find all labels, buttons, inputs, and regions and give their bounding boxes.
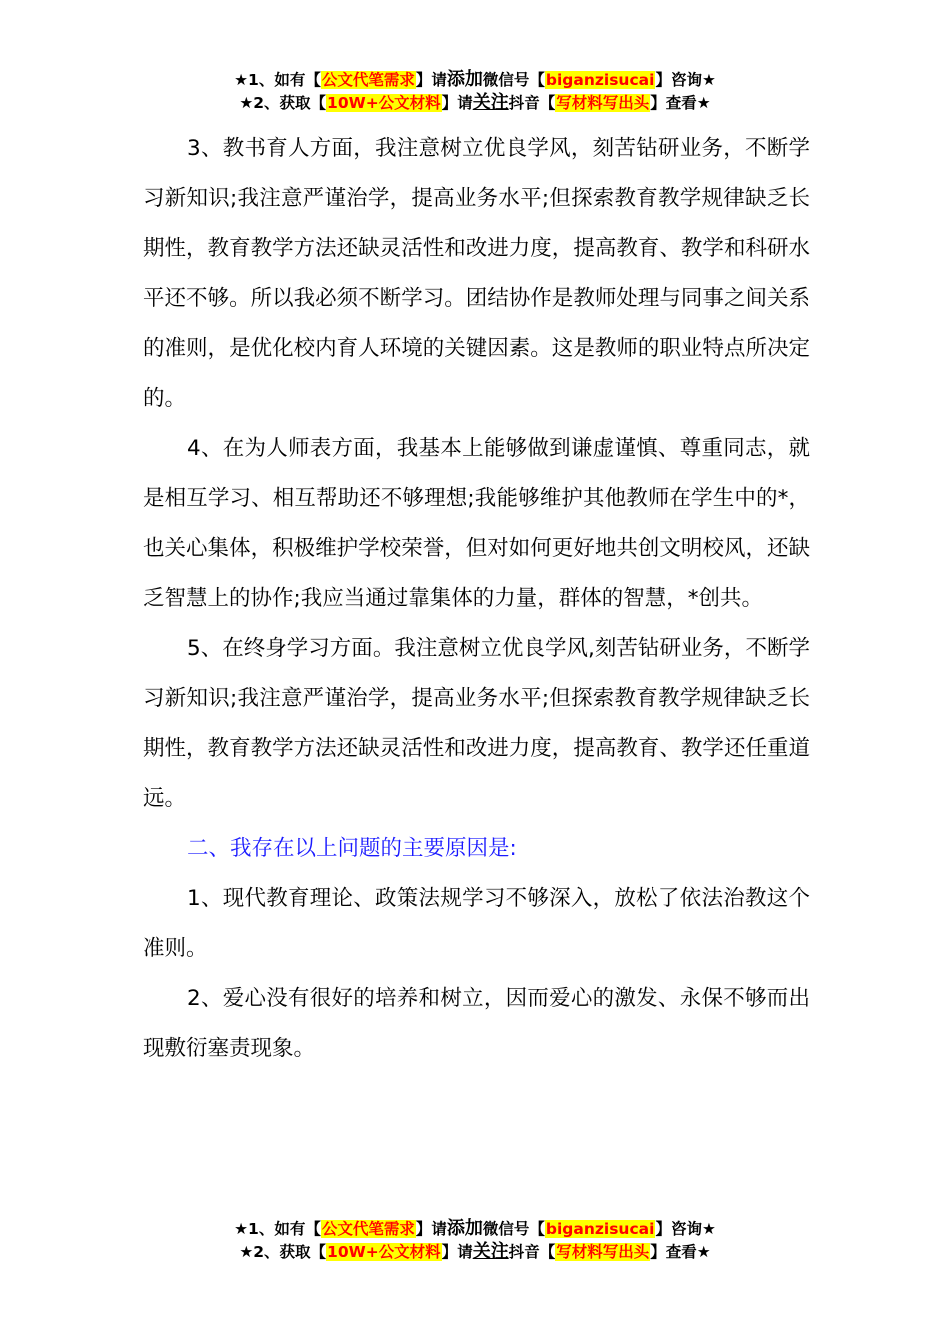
banner-highlight: 10W+公文材料 xyxy=(327,94,441,112)
footer-banner xyxy=(0,1217,950,1263)
banner-highlight: 10W+公文材料 xyxy=(327,1243,441,1261)
banner-emphasis: 添加 xyxy=(446,69,483,90)
banner-text: 】请 xyxy=(441,94,473,112)
banner-text: 】查看★ xyxy=(650,1243,711,1261)
banner-emphasis: 关注 xyxy=(472,92,509,113)
banner-highlight: 公文代笔需求 xyxy=(321,71,415,89)
reason-1: 1、现代教育理论、政策法规学习不够深入，放松了依法治教这个准则。 xyxy=(143,886,810,961)
banner-text: 】查看★ xyxy=(650,94,711,112)
banner-highlight: 写材料写出头 xyxy=(556,1243,650,1261)
paragraph-3: 3、教书育人方面，我注意树立优良学风，刻苦钻研业务，不断学习新知识;我注意严谨治学，提高业务水平;但探索教育教学规律缺乏长期性，教育教学方法还缺灵活性和改进力度，提高教育、教学和科研水平还不够。所以我必须不断学习。团结协作是教师处理与同事之间关系的准则，是优化校内育人环境的关键因素。这是教师的职业特点所决定的。 xyxy=(143,136,810,411)
banner-text: ★1、如有【 xyxy=(234,71,321,89)
banner-text: ★1、如有【 xyxy=(234,1220,321,1238)
banner-text: 】请 xyxy=(441,1243,473,1261)
paragraph-4: 4、在为人师表方面，我基本上能够做到谦虚谨慎、尊重同志，就是相互学习、相互帮助还不够理想;我能够维护其他教师在学生中的*，也关心集体，积极维护学校荣誉，但对如何更好地共创文明校风，还缺乏智慧上的协作;我应当通过靠集体的力量，群体的智慧，*创共。 xyxy=(143,436,810,611)
banner-text: 微信号【 xyxy=(482,71,545,89)
banner-text: 抖音【 xyxy=(508,94,556,112)
banner-line-1 xyxy=(0,68,950,91)
paragraph-5: 5、在终身学习方面。我注意树立优良学风,刻苦钻研业务，不断学习新知识;我注意严谨治学，提高业务水平;但探索教育教学规律缺乏长期性，教育教学方法还缺灵活性和改进力度，提高教育、教学还任重道远。 xyxy=(143,636,810,811)
banner-highlight: 公文代笔需求 xyxy=(321,1220,415,1238)
banner-emphasis: 关注 xyxy=(472,1241,509,1262)
banner-text: 】请 xyxy=(415,1220,447,1238)
banner-line-2 xyxy=(0,91,950,114)
banner-emphasis: 添加 xyxy=(446,1218,483,1239)
banner-line-2 xyxy=(0,1240,950,1263)
document-body xyxy=(143,124,810,1074)
banner-text: 微信号【 xyxy=(482,1220,545,1238)
banner-text: 抖音【 xyxy=(508,1243,556,1261)
banner-highlight: biganzisucai xyxy=(545,71,655,89)
section-heading: 二、我存在以上问题的主要原因是: xyxy=(187,836,517,861)
banner-text: ★2、获取【 xyxy=(239,94,327,112)
banner-highlight: biganzisucai xyxy=(545,1220,655,1238)
header-banner xyxy=(0,68,950,114)
banner-highlight: 写材料写出头 xyxy=(556,94,650,112)
reason-2: 2、爱心没有很好的培养和树立，因而爱心的激发、永保不够而出现敷衍塞责现象。 xyxy=(143,986,810,1061)
banner-text: 】咨询★ xyxy=(655,71,716,89)
banner-text: 】请 xyxy=(415,71,447,89)
banner-text: ★2、获取【 xyxy=(239,1243,327,1261)
banner-text: 】咨询★ xyxy=(655,1220,716,1238)
banner-line-1 xyxy=(0,1217,950,1240)
